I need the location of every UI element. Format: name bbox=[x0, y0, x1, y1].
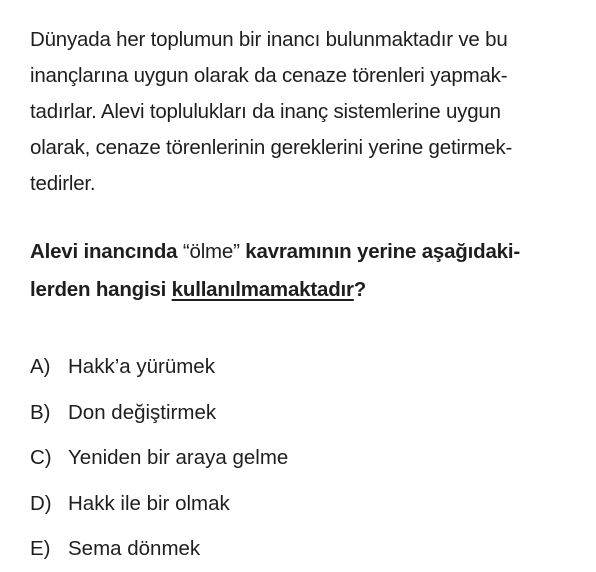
question-line-1 bbox=[30, 233, 590, 271]
option-b[interactable] bbox=[30, 390, 590, 436]
question-line-2 bbox=[30, 271, 590, 309]
quoted-term: “ölme” bbox=[182, 240, 240, 263]
passage-line: tadırlar. Alevi toplulukları da inanç sistemlerine uygun bbox=[30, 100, 501, 123]
option-text: Sema dönmek bbox=[68, 537, 201, 560]
question-stem bbox=[30, 233, 590, 309]
option-letter: B) bbox=[30, 400, 51, 424]
option-a[interactable] bbox=[30, 344, 590, 390]
option-text: Yeniden bir araya gelme bbox=[68, 446, 289, 469]
option-c[interactable] bbox=[30, 435, 590, 481]
option-text: Hakk’a yürümek bbox=[68, 355, 215, 378]
question-text: Alevi inancında bbox=[30, 240, 183, 263]
passage-line: Dünyada her toplumun bir inancı bulunmaktadır ve bu bbox=[30, 28, 508, 51]
passage-text bbox=[30, 22, 590, 202]
passage-line: tedirler. bbox=[30, 172, 96, 195]
question-mark: ? bbox=[353, 278, 367, 301]
option-letter: C) bbox=[30, 446, 52, 469]
option-d[interactable] bbox=[30, 481, 590, 527]
question-text: kavramının yerine aşağıdaki- bbox=[239, 240, 520, 263]
passage-line: olarak, cenaze törenlerinin gereklerini yerine getirmek- bbox=[30, 136, 513, 159]
negation-emphasis: kullanılmamaktadır bbox=[171, 278, 354, 301]
option-text: Don değiştirmek bbox=[68, 400, 217, 424]
option-e[interactable] bbox=[30, 526, 590, 572]
passage-line: inançlarına uygun olarak da cenaze törenleri yapmak- bbox=[30, 64, 508, 87]
option-letter: E) bbox=[30, 537, 51, 560]
option-letter: D) bbox=[30, 491, 52, 515]
option-letter: A) bbox=[30, 355, 51, 378]
question-text: lerden hangisi bbox=[30, 278, 172, 301]
answer-options bbox=[30, 344, 590, 572]
option-text: Hakk ile bir olmak bbox=[68, 491, 230, 515]
